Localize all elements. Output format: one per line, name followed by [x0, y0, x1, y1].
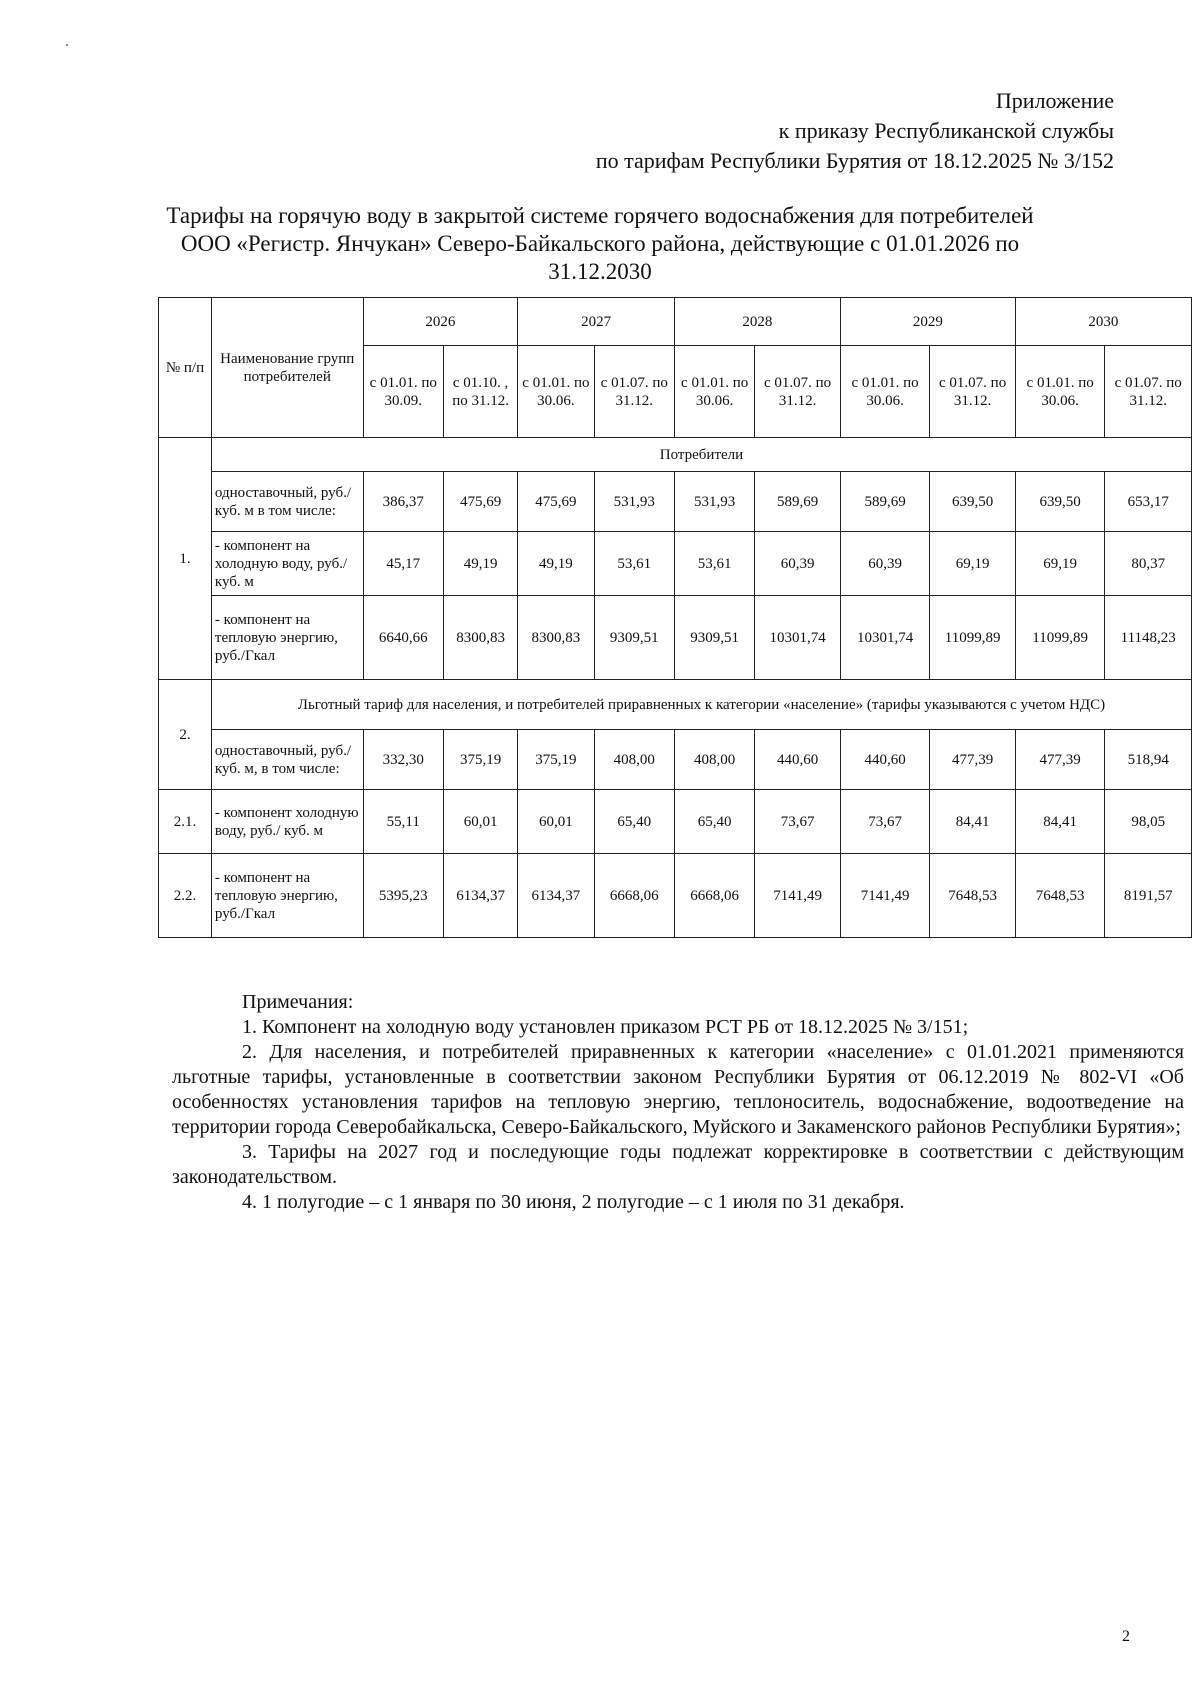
section-row-consumers [159, 438, 1192, 472]
tariff-value: 60,39 [840, 532, 930, 596]
tariff-value: 8191,57 [1105, 854, 1192, 938]
notes-heading: Примечания: [242, 991, 354, 1013]
tariff-value: 60,39 [755, 532, 840, 596]
document-title: Тарифы на горячую воду в закрытой системе горячего водоснабжения для потребителей ООО «Регистр. Янчукан» Северо-Байкальского района, действующие с 01.01.2026 по 31.12.2030 [166, 203, 1034, 284]
tariff-value: 55,11 [363, 790, 443, 854]
tariff-value: 475,69 [518, 472, 594, 532]
tariff-value: 6640,66 [363, 596, 443, 680]
table-row [159, 472, 1192, 532]
header-period: с 01.01. по 30.06. [674, 346, 754, 438]
header-year: 2029 [840, 298, 1015, 346]
row-number: 2. [159, 680, 212, 790]
tariff-value: 6668,06 [594, 854, 674, 938]
header-year: 2030 [1015, 298, 1191, 346]
annex-line-1: Приложение [995, 88, 1114, 113]
tariff-value: 408,00 [594, 730, 674, 790]
note-4: 4. 1 полугодие – с 1 января по 30 июня, 2 полугодие – с 1 июля по 31 декабря. [242, 1191, 905, 1213]
header-year: 2028 [674, 298, 840, 346]
tariff-value: 440,60 [755, 730, 840, 790]
row-number: 2.1. [159, 790, 212, 854]
tariff-value: 98,05 [1105, 790, 1192, 854]
group-name: одноставочный, руб./ куб. м в том числе: [211, 472, 363, 532]
tariff-value: 60,01 [443, 790, 517, 854]
tariff-value: 9309,51 [594, 596, 674, 680]
note-3: 3. Тарифы на 2027 год и последующие годы подлежат корректировке в соответствии с действующим законодательством. [172, 1141, 1184, 1188]
tariff-value: 69,19 [930, 532, 1015, 596]
row-number: 2.2. [159, 854, 212, 938]
header-no: № п/п [159, 298, 212, 438]
header-year: 2027 [518, 298, 675, 346]
tariff-value: 589,69 [840, 472, 930, 532]
tariff-value: 332,30 [363, 730, 443, 790]
tariff-value: 49,19 [443, 532, 517, 596]
tariff-value: 386,37 [363, 472, 443, 532]
tariff-value: 440,60 [840, 730, 930, 790]
section-title-consumers: Потребители [211, 438, 1191, 472]
tariff-value: 375,19 [443, 730, 517, 790]
table-row [159, 790, 1192, 854]
annex-line-3: по тарифам Республики Бурятия от 18.12.2025 № 3/152 [595, 148, 1114, 173]
tariff-value: 6134,37 [443, 854, 517, 938]
tariff-value: 73,67 [840, 790, 930, 854]
header-row-years [159, 298, 1192, 346]
annex-header [596, 86, 1114, 176]
group-name: - компонент на тепловую энергию, руб./Гкал [211, 596, 363, 680]
tariff-value: 84,41 [930, 790, 1015, 854]
tariff-value: 80,37 [1105, 532, 1192, 596]
tariff-table [158, 297, 1192, 938]
tariff-value: 60,01 [518, 790, 594, 854]
tariff-value: 477,39 [1015, 730, 1105, 790]
tariff-value: 10301,74 [840, 596, 930, 680]
tariff-value: 589,69 [755, 472, 840, 532]
header-period: с 01.01. по 30.06. [518, 346, 594, 438]
tariff-value: 375,19 [518, 730, 594, 790]
header-period: с 01.07. по 31.12. [755, 346, 840, 438]
table-row [159, 532, 1192, 596]
header-period: с 01.07. по 31.12. [1105, 346, 1192, 438]
tariff-value: 531,93 [594, 472, 674, 532]
group-name: - компонент на холодную воду, руб./ куб. м [211, 532, 363, 596]
tariff-value: 69,19 [1015, 532, 1105, 596]
tariff-value: 53,61 [594, 532, 674, 596]
header-group: Наименование групп потребителей [211, 298, 363, 438]
tariff-value: 477,39 [930, 730, 1015, 790]
tariff-value: 408,00 [674, 730, 754, 790]
tariff-value: 653,17 [1105, 472, 1192, 532]
tariff-value: 475,69 [443, 472, 517, 532]
header-period: с 01.07. по 31.12. [594, 346, 674, 438]
tariff-value: 11099,89 [930, 596, 1015, 680]
table-row [159, 854, 1192, 938]
tariff-value: 53,61 [674, 532, 754, 596]
note-1: 1. Компонент на холодную воду установлен приказом РСТ РБ от 18.12.2025 № 3/151; [242, 1016, 969, 1038]
table-row [159, 730, 1192, 790]
tariff-value: 6668,06 [674, 854, 754, 938]
group-name: - компонент на тепловую энергию, руб./Гкал [211, 854, 363, 938]
annex-line-2: к приказу Республиканской службы [778, 118, 1114, 143]
table-row [159, 596, 1192, 680]
tariff-value: 84,41 [1015, 790, 1105, 854]
notes-section [172, 990, 1184, 1215]
tariff-value: 639,50 [1015, 472, 1105, 532]
tariff-value: 639,50 [930, 472, 1015, 532]
tariff-value: 7141,49 [840, 854, 930, 938]
tariff-value: 518,94 [1105, 730, 1192, 790]
section-row-preferential [159, 680, 1192, 730]
group-name: одноставочный, руб./ куб. м, в том числе: [211, 730, 363, 790]
note-2: 2. Для населения, и потребителей приравненных к категории «население» с 01.01.2021 применяются льготные тарифы, установленные в соответствии законом Республики Бурятия от 06.12.2019 № 802-VI «Об особенностях установления тарифов на тепловую энергию, теплоноситель, водоснабжение, водоотведение на территории города Северобайкальска, Северо-Байкальского, Муйского и Закаменского районов Республики Бурятия»; [172, 1041, 1184, 1138]
group-name: - компонент холодную воду, руб./ куб. м [211, 790, 363, 854]
tariff-value: 45,17 [363, 532, 443, 596]
header-period: с 01.07. по 31.12. [930, 346, 1015, 438]
header-period: с 01.01. по 30.09. [363, 346, 443, 438]
page-number: 2 [1122, 1628, 1130, 1645]
tariff-value: 73,67 [755, 790, 840, 854]
row-number: 1. [159, 438, 212, 680]
tariff-value: 65,40 [594, 790, 674, 854]
scan-speck [66, 44, 68, 46]
header-period: с 01.10. , по 31.12. [443, 346, 517, 438]
tariff-value: 7141,49 [755, 854, 840, 938]
tariff-value: 11148,23 [1105, 596, 1192, 680]
tariff-value: 7648,53 [1015, 854, 1105, 938]
tariff-value: 8300,83 [443, 596, 517, 680]
tariff-value: 10301,74 [755, 596, 840, 680]
tariff-value: 11099,89 [1015, 596, 1105, 680]
tariff-value: 8300,83 [518, 596, 594, 680]
tariff-value: 5395,23 [363, 854, 443, 938]
header-year: 2026 [363, 298, 518, 346]
header-period: с 01.01. по 30.06. [840, 346, 930, 438]
tariff-value: 531,93 [674, 472, 754, 532]
tariff-value: 9309,51 [674, 596, 754, 680]
tariff-value: 6134,37 [518, 854, 594, 938]
header-period: с 01.01. по 30.06. [1015, 346, 1105, 438]
tariff-value: 7648,53 [930, 854, 1015, 938]
tariff-value: 65,40 [674, 790, 754, 854]
tariff-value: 49,19 [518, 532, 594, 596]
section-title-preferential: Льготный тариф для населения, и потребителей приравненных к категории «население» (тарифы указываются с учетом НДС) [211, 680, 1191, 730]
